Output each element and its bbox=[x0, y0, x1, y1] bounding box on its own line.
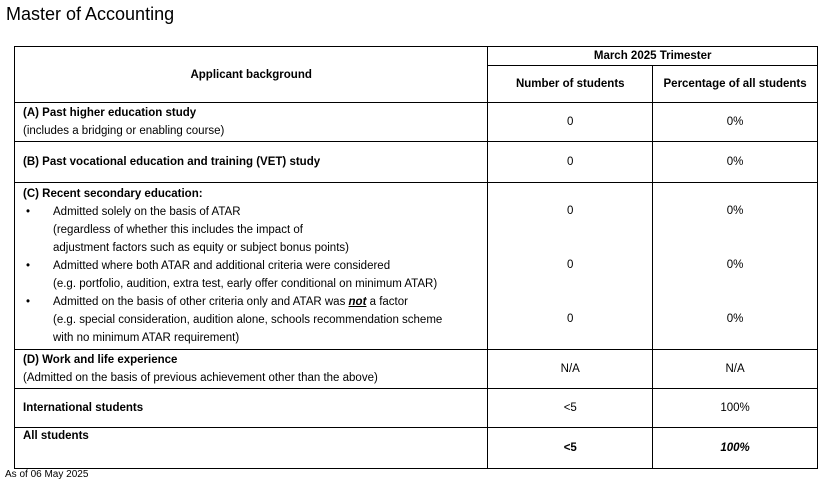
bullet-line: (e.g. special consideration, audition alone, schools recommendation scheme bbox=[53, 314, 443, 326]
value-number: 0 bbox=[567, 205, 574, 217]
footnote: As of 06 May 2025 bbox=[5, 469, 89, 480]
table-row bbox=[15, 350, 818, 389]
bullet-line: with no minimum ATAR requirement) bbox=[53, 332, 240, 344]
page-title: Master of Accounting bbox=[6, 4, 175, 24]
table-row bbox=[15, 142, 818, 183]
row-title: All students bbox=[15, 428, 488, 469]
bullet-line: (e.g. portfolio, audition, extra test, early offer conditional on minimum ATAR) bbox=[53, 278, 438, 290]
header-percentage: Percentage of all students bbox=[653, 66, 818, 103]
bullet-line: Admitted solely on the basis of ATAR bbox=[53, 206, 241, 218]
bullet-line: Admitted where both ATAR and additional criteria were considered bbox=[53, 260, 391, 272]
header-trimester: March 2025 Trimester bbox=[488, 47, 818, 66]
list-item bbox=[23, 203, 479, 257]
bullet-text: Admitted on the basis of other criteria only and ATAR was bbox=[53, 296, 349, 308]
bullet-line: adjustment factors such as equity or subject bonus points) bbox=[53, 242, 349, 254]
row-title: (B) Past vocational education and training (VET) study bbox=[23, 156, 321, 168]
value-number: 0 bbox=[567, 313, 574, 325]
emphasis-not: not bbox=[348, 296, 367, 308]
cell-number: N/A bbox=[488, 350, 653, 389]
admissions-table bbox=[14, 46, 818, 469]
cell-percentage: 0% bbox=[653, 103, 818, 142]
bullet-line: (regardless of whether this includes the impact of bbox=[53, 224, 303, 236]
cell-percentage: 100% bbox=[653, 389, 818, 428]
list-item bbox=[23, 257, 479, 293]
row-label bbox=[15, 350, 488, 389]
cell-percentage: 100% bbox=[653, 428, 818, 469]
bullet: • bbox=[26, 296, 31, 308]
list-item bbox=[23, 293, 479, 347]
cell-number: 0 bbox=[488, 103, 653, 142]
cell-percentage bbox=[653, 183, 818, 350]
bullet: • bbox=[26, 260, 31, 272]
cell-number: 0 bbox=[488, 142, 653, 183]
header-applicant-background: Applicant background bbox=[15, 47, 488, 103]
cell-number bbox=[488, 183, 653, 350]
value-percentage: 0% bbox=[726, 205, 744, 217]
value-percentage: 0% bbox=[726, 313, 744, 325]
bullet-text: a factor bbox=[366, 296, 408, 308]
row-title: (D) Work and life experience bbox=[23, 354, 178, 366]
value-number: 0 bbox=[567, 259, 574, 271]
row-note: (Admitted on the basis of previous achievement other than the above) bbox=[23, 372, 378, 384]
cell-number: <5 bbox=[488, 389, 653, 428]
header-row bbox=[15, 47, 818, 66]
row-label bbox=[15, 103, 488, 142]
table-row-total bbox=[15, 428, 818, 469]
cell-number: <5 bbox=[488, 428, 653, 469]
table-row bbox=[15, 183, 818, 350]
bullet: • bbox=[26, 206, 31, 218]
table-row bbox=[15, 103, 818, 142]
bullet-line bbox=[53, 293, 479, 311]
row-title: (A) Past higher education study bbox=[23, 107, 197, 119]
cell-percentage: N/A bbox=[653, 350, 818, 389]
row-label bbox=[15, 183, 488, 350]
header-number-of-students: Number of students bbox=[488, 66, 653, 103]
table-row bbox=[15, 389, 818, 428]
row-label bbox=[15, 142, 488, 183]
value-percentage: 0% bbox=[726, 259, 744, 271]
row-title: (C) Recent secondary education: bbox=[23, 188, 203, 200]
row-title: International students bbox=[15, 389, 488, 428]
cell-percentage: 0% bbox=[653, 142, 818, 183]
row-note: (includes a bridging or enabling course) bbox=[23, 125, 225, 137]
